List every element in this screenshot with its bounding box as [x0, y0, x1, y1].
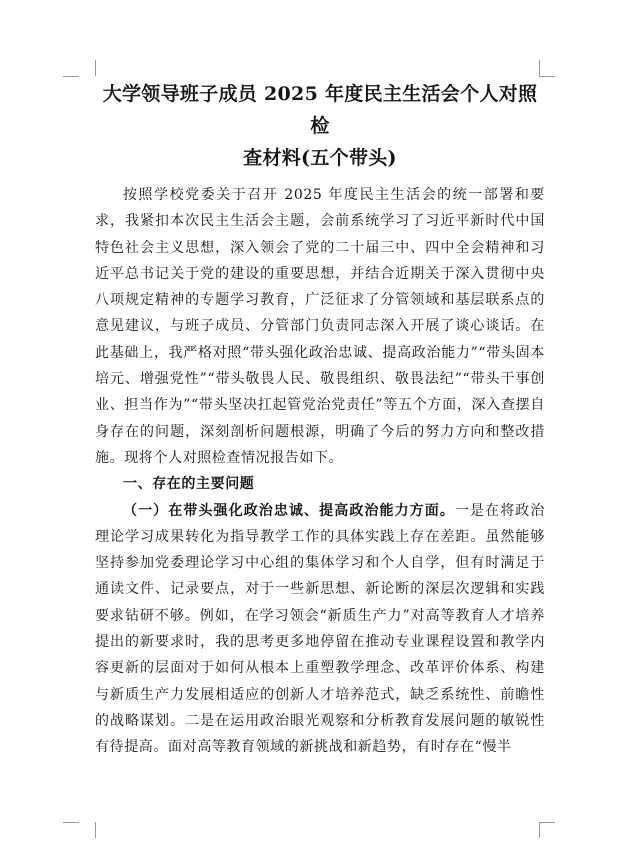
intro-paragraph: 按照学校党委关于召开 2025 年度民主生活会的统一部署和要求，我紧扣本次民主生活会主题，会前系统学习了习近平新时代中国特色社会主义思想，深入领会了党的二十届三中、四中全会精神和习近平总书记关于党的建设的重要思想，并结合近期关于深入贯彻中央八项规定精神的专题学习教育，广泛征求了分管领域和基层联系点的意见建议，与班子成员、分管部门负责同志深入开展了谈心谈话。在此基础上，我严格对照“带头强化政治忠诚、提高政治能力”“带头固本培元、增强党性”“带头敬畏人民、敬畏组织、敬畏法纪”“带头干事创业、担当作为”“带头坚决扛起管党治党责任”等五个方面，深入查摆自身存在的问题，深刻剖析问题根源，明确了今后的努力方向和整改措施。现将个人对照检查情况报告如下。 — [95, 187, 545, 466]
title-line-2: 查材料(五个带头) — [243, 147, 397, 169]
subsection-paragraph-1 — [95, 498, 545, 761]
title-line-1: 大学领导班子成员 2025 年度民主生活会个人对照检 — [102, 83, 538, 137]
subsection-heading-1: （一）在带头强化政治忠诚、提高政治能力方面。 — [123, 502, 455, 519]
document-title — [95, 78, 545, 174]
section-heading-1: 一、存在的主要问题 — [123, 476, 255, 493]
document-content — [95, 78, 545, 761]
subsection-text-1: 一是在将政治理论学习成果转化为指导教学工作的具体实践上存在差距。虽然能够坚持参加党委理论学习中心组的集体学习和个人自学，但有时满足于通读文件、记录要点，对于一些新思想、新论断的深层次逻辑和实践要求钻研不够。例如，在学习领会“新质生产力”对高等教育人才培养提出的新要求时，我的思考更多地停留在推动专业课程设置和教学内容更新的层面对于如何从根本上重塑教学理念、改革评价体系、构建与新质生产力发展相适应的创新人才培养范式，缺乏系统性、前瞻性的战略谋划。二是在运用政治眼光观察和分析教育发展问题的敏锐性有待提高。面对高等教育领域的新挑战和新趋势，有时存在“慢半 — [95, 502, 545, 756]
